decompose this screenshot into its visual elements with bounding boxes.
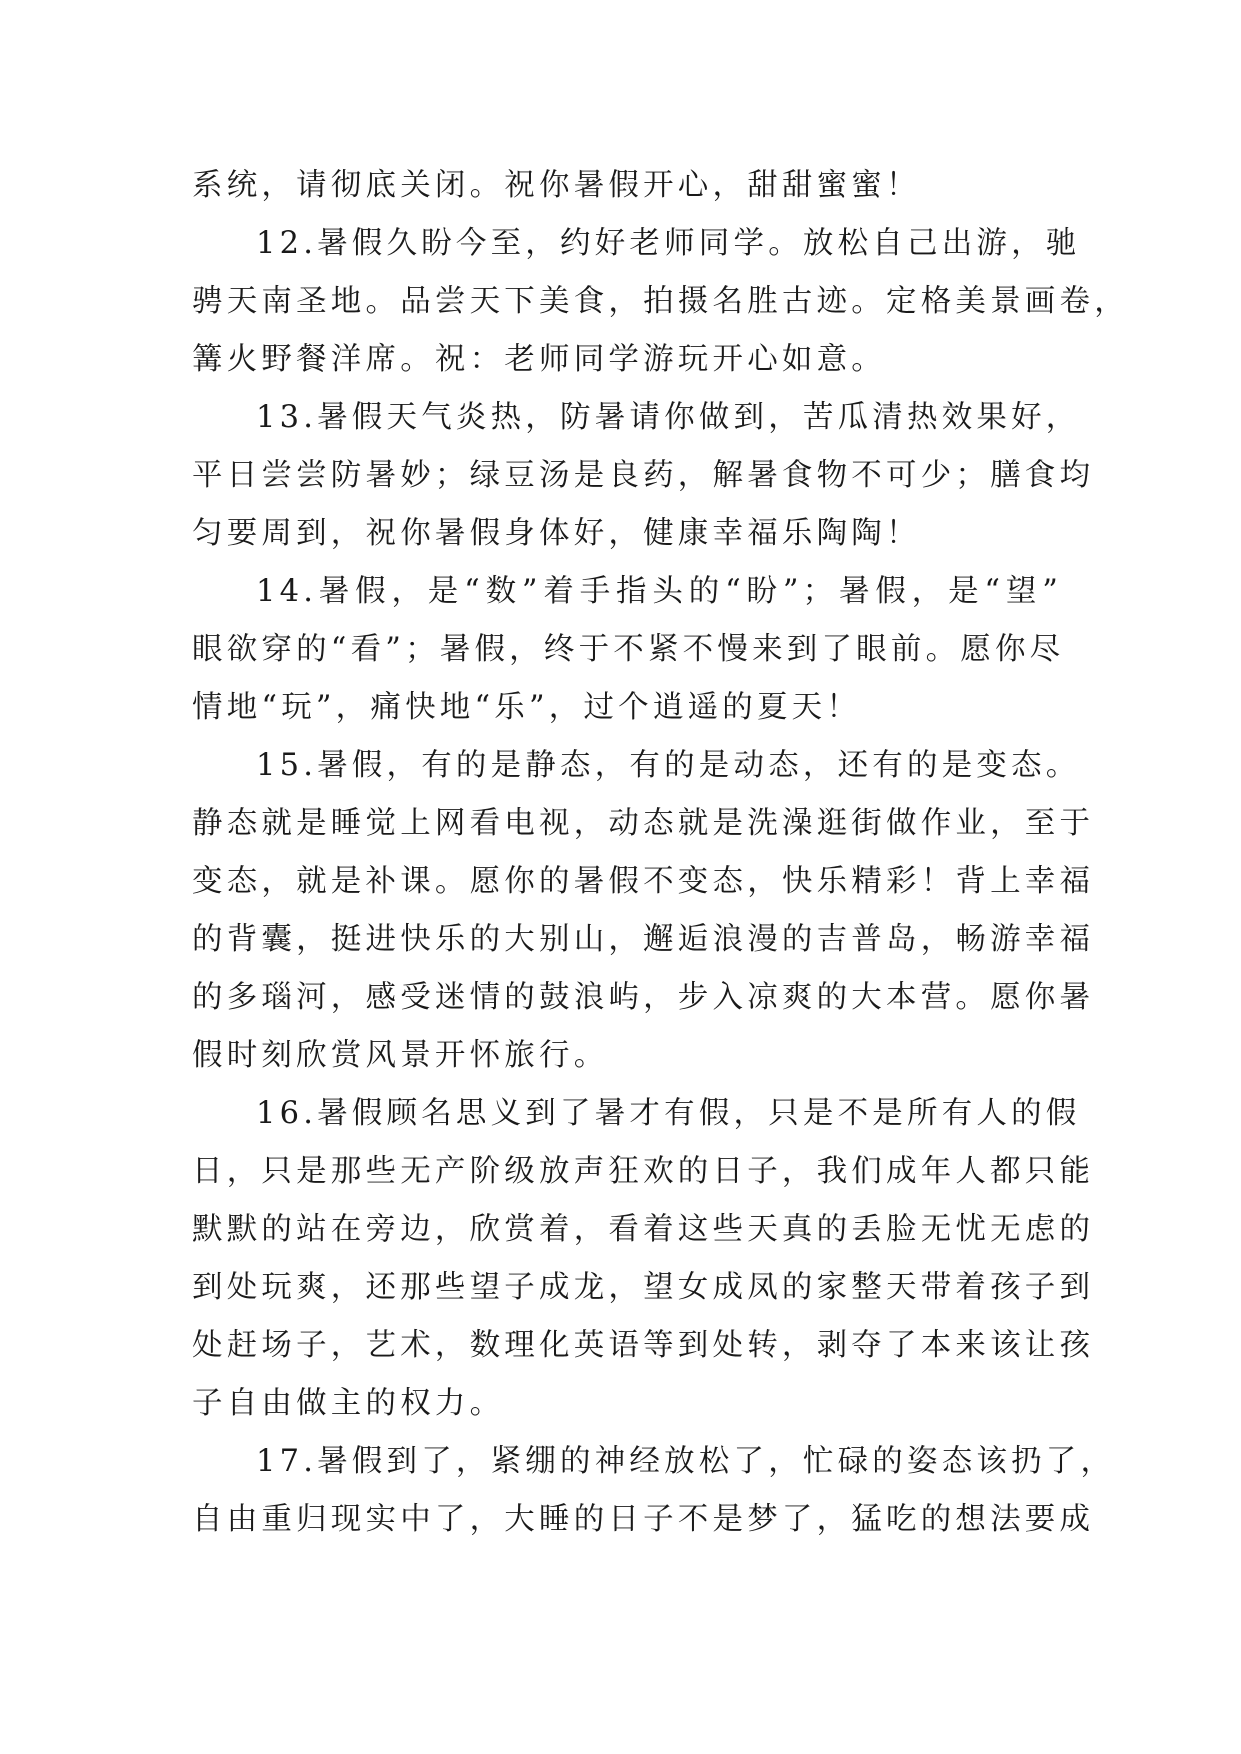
paragraph-line: 假时刻欣赏风景开怀旅行。 (192, 1038, 609, 1073)
paragraph-line: 匀要周到，祝你暑假身体好，健康幸福乐陶陶！ (192, 516, 921, 551)
paragraph (192, 157, 1062, 215)
paragraph-line: 静态就是睡觉上网看电视，动态就是洗澡逛街做作业，至于 (192, 806, 1095, 841)
paragraph-line: 默默的站在旁边，欣赏着，看着这些天真的丢脸无忧无虑的 (192, 1212, 1095, 1247)
paragraph (192, 215, 1129, 389)
paragraph (192, 1433, 1116, 1549)
paragraph-line: 16.暑假顾名思义到了暑才有假，只是不是所有人的假 (256, 1096, 1081, 1131)
paragraph-line: 系统，请彻底关闭。祝你暑假开心，甜甜蜜蜜！ (192, 168, 921, 203)
paragraph-line: 情地“玩”，痛快地“乐”，过个逍遥的夏天！ (192, 690, 862, 725)
paragraph-line: 14.暑假，是“数”着手指头的“盼”；暑假，是“望” (256, 574, 1062, 609)
paragraph-line: 眼欲穿的“看”；暑假，终于不紧不慢来到了眼前。愿你尽 (192, 632, 1065, 667)
paragraph-line: 的背囊，挺进快乐的大别山，邂逅浪漫的吉普岛，畅游幸福 (192, 922, 1095, 957)
paragraph-line: 13.暑假天气炎热，防暑请你做到，苦瓜清热效果好， (256, 400, 1081, 435)
paragraph (192, 1085, 1095, 1433)
paragraph-line: 15.暑假，有的是静态，有的是动态，还有的是变态。 (256, 748, 1081, 783)
paragraph-line: 处赶场子，艺术，数理化英语等到处转，剥夺了本来该让孩 (192, 1328, 1095, 1363)
paragraph-line: 的多瑙河，感受迷情的鼓浪屿，步入凉爽的大本营。愿你暑 (192, 980, 1095, 1015)
paragraph-line: 子自由做主的权力。 (192, 1386, 505, 1421)
paragraph-line: 12.暑假久盼今至，约好老师同学。放松自己出游，驰 (256, 226, 1081, 261)
paragraph-line: 变态，就是补课。愿你的暑假不变态，快乐精彩！背上幸福 (192, 864, 1095, 899)
paragraph-line: 到处玩爽，还那些望子成龙，望女成凤的家整天带着孩子到 (192, 1270, 1095, 1305)
paragraph (192, 737, 1095, 1085)
paragraph-line: 平日尝尝防暑妙；绿豆汤是良药，解暑食物不可少；膳食均 (192, 458, 1095, 493)
document-body (192, 157, 1129, 1549)
paragraph-line: 篝火野餐洋席。祝：老师同学游玩开心如意。 (192, 342, 886, 377)
paragraph-line: 17.暑假到了，紧绷的神经放松了，忙碌的姿态该扔了， (256, 1444, 1116, 1479)
paragraph-line: 自由重归现实中了，大睡的日子不是梦了，猛吃的想法要成 (192, 1502, 1095, 1537)
paragraph-line: 日，只是那些无产阶级放声狂欢的日子，我们成年人都只能 (192, 1154, 1095, 1189)
paragraph-line: 骋天南圣地。品尝天下美食，拍摄名胜古迹。定格美景画卷， (192, 284, 1129, 319)
paragraph (192, 389, 1095, 563)
paragraph (192, 563, 1065, 737)
